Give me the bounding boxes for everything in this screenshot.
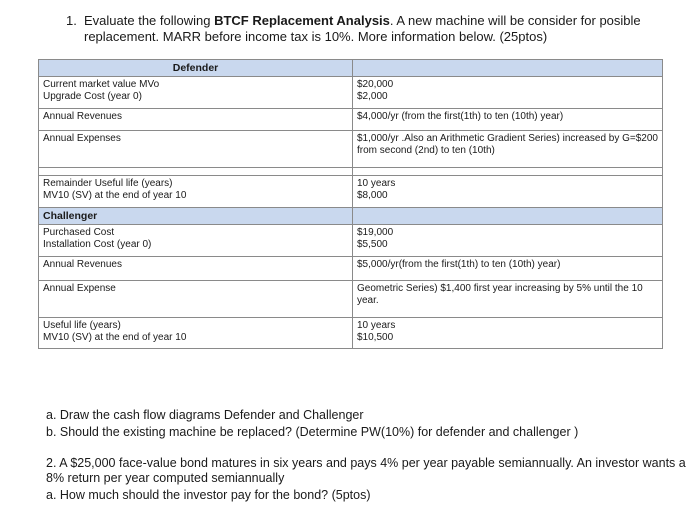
defender-mv-cell: Current market value MVo Upgrade Cost (year 0) [39,77,353,109]
table-row [39,318,663,349]
question-1-number: 1. [66,13,77,28]
challenger-cost-cell: Purchased Cost Installation Cost (year 0) [39,225,353,257]
challenger-life-value-cell: 10 years $10,500 [353,318,663,349]
challenger-exp-label: Annual Expense [39,281,353,318]
defender-life-cell: Remainder Useful life (years) MV10 (SV) at the end of year 10 [39,176,353,208]
question-1-text: Evaluate the following BTCF Replacement Analysis. A new machine will be consider for posible replacement. MARR before income tax is 10%. More information below. (25ptos) [84,13,641,44]
table-row [39,281,663,318]
challenger-life-cell: Useful life (years) MV10 (SV) at the end of year 10 [39,318,353,349]
question-1-part-b: b. Should the existing machine be replaced? (Determine PW(10%) for defender and challenger ) [46,425,579,439]
question-1 [66,13,686,45]
table-row [39,225,663,257]
defender-exp-label: Annual Expenses [39,131,353,168]
table-row [39,131,663,168]
defender-mv-value-cell: $20,000 $2,000 [353,77,663,109]
question-2-text: 2. A $25,000 face-value bond matures in six years and pays 4% per year payable semiannually. An investor wants a 8% return per year computed semiannually [46,456,686,485]
challenger-header: Challenger [39,208,353,225]
btcf-table [38,59,663,349]
table-row [39,109,663,131]
table-row [39,176,663,208]
defender-exp-value: $1,000/yr .Also an Arithmetic Gradient Series) increased by G=$200 from second (2nd) to ten (10th) [353,131,663,168]
challenger-rev-value: $5,000/yr(from the first(1th) to ten (10th) year) [353,257,663,281]
challenger-cost-value-cell: $19,000 $5,500 [353,225,663,257]
question-1-part-a: a. Draw the cash flow diagrams Defender and Challenger [46,408,364,422]
defender-header-row [39,60,663,77]
defender-rev-label: Annual Revenues [39,109,353,131]
defender-header: Defender [39,60,353,77]
defender-rev-value: $4,000/yr (from the first(1th) to ten (10th) year) [353,109,663,131]
challenger-rev-label: Annual Revenues [39,257,353,281]
table-row [39,77,663,109]
question-1-bold: BTCF Replacement Analysis [214,13,390,28]
table-row [39,257,663,281]
question-2-part-a: a. How much should the investor pay for the bond? (5ptos) [46,488,371,502]
challenger-header-row [39,208,663,225]
defender-life-value-cell: 10 years $8,000 [353,176,663,208]
challenger-exp-value: Geometric Series) $1,400 first year increasing by 5% until the 10 year. [353,281,663,318]
